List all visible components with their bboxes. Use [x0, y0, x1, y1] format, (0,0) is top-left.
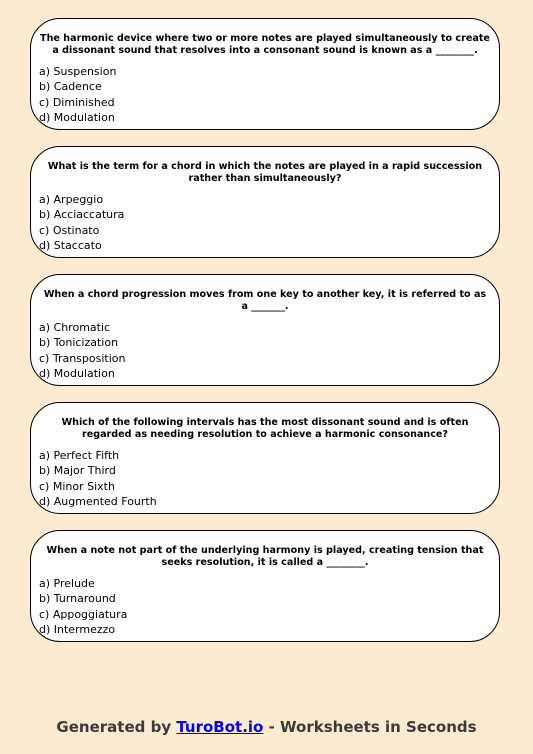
answer-option: b) Tonicization	[39, 336, 119, 350]
answer-option: d) Modulation	[39, 110, 115, 124]
question-text: When a note not part of the underlying harmony is played, creating tension that seeks resolution, it is called a ________.	[46, 545, 484, 568]
footer-suffix: - Worksheets in Seconds	[263, 718, 477, 736]
question-card-4	[30, 402, 500, 514]
answer-option: d) Modulation	[39, 366, 115, 380]
answer-option: a) Chromatic	[39, 321, 111, 334]
answer-option: c) Transposition	[39, 351, 126, 365]
answer-option: a) Prelude	[39, 577, 95, 590]
question-text: When a chord progression moves from one key to another key, it is referred to as a _______.	[43, 289, 487, 312]
question-card-5	[30, 530, 500, 642]
answer-option: c) Ostinato	[39, 223, 100, 237]
question-card-3	[30, 274, 500, 386]
answer-options	[39, 64, 116, 125]
question-text: The harmonic device where two or more notes are played simultaneously to create a dissonant sound that resolves into a consonant sound is known as a ________.	[40, 33, 490, 56]
answer-option: a) Perfect Fifth	[39, 449, 120, 462]
answer-option: d) Intermezzo	[39, 622, 116, 636]
answer-option: a) Arpeggio	[39, 193, 104, 206]
answer-option: c) Diminished	[39, 95, 115, 109]
question-card-1	[30, 18, 500, 130]
footer	[0, 718, 533, 736]
answer-option: c) Minor Sixth	[39, 479, 115, 493]
question-text: What is the term for a chord in which the notes are played in a rapid succession rather than simultaneously?	[47, 161, 483, 184]
answer-options	[39, 192, 124, 253]
answer-options	[39, 320, 125, 381]
answer-option: d) Staccato	[39, 238, 102, 252]
answer-option: b) Acciaccatura	[39, 208, 125, 222]
answer-option: a) Suspension	[39, 65, 117, 78]
answer-option: d) Augmented Fourth	[39, 494, 157, 508]
turobot-link[interactable]: TuroBot.io	[176, 718, 264, 736]
answer-options	[39, 576, 127, 637]
question-card-2	[30, 146, 500, 258]
answer-options	[39, 448, 157, 509]
answer-option: b) Turnaround	[39, 592, 116, 606]
answer-option: b) Cadence	[39, 80, 102, 94]
answer-option: b) Major Third	[39, 464, 116, 478]
answer-option: c) Appoggiatura	[39, 607, 128, 621]
question-text: Which of the following intervals has the most dissonant sound and is often regarded as needing resolution to achieve a harmonic consonance?	[61, 417, 469, 440]
footer-prefix: Generated by	[56, 718, 177, 736]
